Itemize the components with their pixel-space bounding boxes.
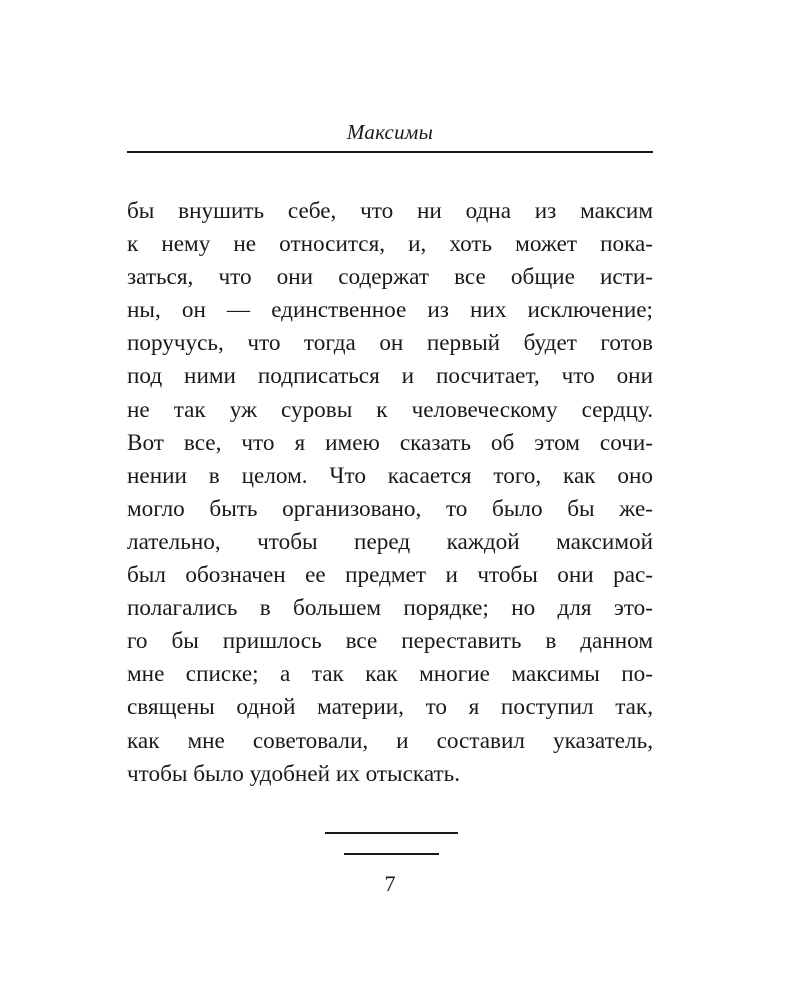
running-head-title: Максимы bbox=[346, 120, 434, 144]
text-line: как мне советовали, и составил указатель, bbox=[127, 727, 653, 754]
text-line: могло быть организовано, то было бы же- bbox=[127, 495, 653, 522]
text-line: Вот все, что я имею сказать об этом сочи- bbox=[127, 429, 653, 456]
section-end-rule-short bbox=[344, 853, 439, 855]
text-line: поручусь, что тогда он первый будет готов bbox=[127, 330, 653, 357]
text-line: к нему не относится, и, хоть может пока- bbox=[127, 231, 653, 258]
text-line: ны, он — единственное из них исключение; bbox=[127, 297, 653, 324]
text-line: бы внушить себе, что ни одна из максим bbox=[127, 198, 653, 224]
body-text bbox=[127, 195, 653, 791]
text-line: нении в целом. Что касается того, как оно bbox=[127, 462, 653, 489]
text-line: полагались в большем порядке; но для это- bbox=[127, 595, 653, 622]
text-line: под ними подписаться и посчитает, что они bbox=[127, 363, 653, 390]
page-number: 7 bbox=[384, 871, 396, 896]
text-line: го бы пришлось все переставить в данном bbox=[127, 628, 653, 655]
text-line: не так уж суровы к человеческому сердцу. bbox=[127, 396, 653, 423]
text-line: чтобы было удобней их отыскать. bbox=[127, 760, 461, 787]
header-rule bbox=[127, 151, 653, 153]
text-line: мне списке; а так как многие максимы по- bbox=[127, 661, 653, 688]
text-line: заться, что они содержат все общие исти- bbox=[127, 264, 653, 291]
text-line: лательно, чтобы перед каждой максимой bbox=[127, 528, 653, 555]
text-line: был обозначен ее предмет и чтобы они рас- bbox=[127, 562, 653, 589]
section-end-rule bbox=[325, 832, 458, 834]
text-line: священы одной материи, то я поступил так, bbox=[127, 694, 653, 721]
